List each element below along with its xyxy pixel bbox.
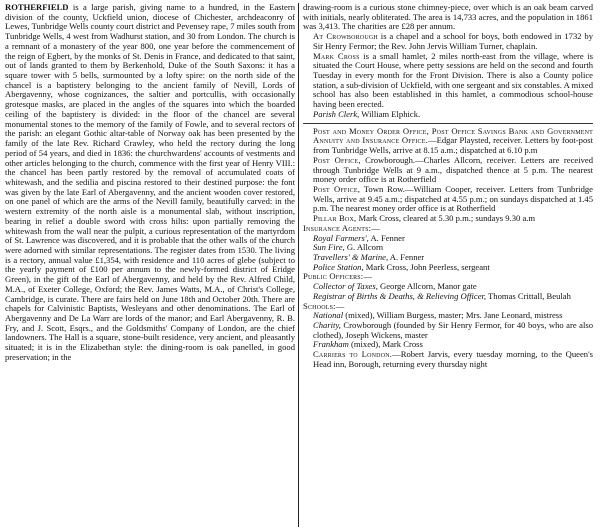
- column-divider: [298, 3, 299, 527]
- insurance-agent: A. Fenner: [368, 232, 405, 243]
- pillar-box-text: Mark Cross, cleared at 5.30 p.m.; sundays 9.30 a.m: [356, 213, 536, 224]
- left-column: [5, 3, 295, 363]
- crowborough-po-lead: Post Office,: [313, 154, 361, 165]
- carriers-text: —Robert Jarvis, every tuesday morning, to the Queen's Head inn, Borough, returning every thursday night: [313, 349, 593, 369]
- pillar-box-lead: Pillar Box,: [313, 213, 357, 224]
- insurance-name: Sun Fire,: [313, 242, 345, 253]
- registrar-entry: [303, 292, 593, 302]
- schools-heading: Schools:—: [303, 300, 345, 311]
- post-office-lead: Post and Money Order Office, Post Office Savings Bank and Government Annuity and Insurance Office.: [313, 125, 593, 146]
- town-row-lead: Post Office,: [313, 183, 361, 194]
- national-label: National: [313, 310, 344, 321]
- charity-text: Crowborough (founded by Sir Henry Fermor, for 40 boys, who are also clothed), Joseph Wickens, master: [313, 320, 593, 340]
- section-rule: [303, 123, 593, 124]
- town-row-post-office-entry: [303, 185, 593, 214]
- insurance-name: Travellers' & Marine,: [313, 251, 389, 262]
- crowborough-paragraph: [303, 32, 593, 51]
- carriers-entry: [303, 350, 593, 369]
- post-office-entry: [303, 127, 593, 156]
- insurance-agent: A. Fenner: [388, 251, 425, 262]
- post-office-text: —Edgar Playsted, receiver. Letters by foot-post from Tunbridge Wells, arrive at 8.15 a.m.; dispatched at 6.10 p.m: [313, 135, 593, 156]
- police-label: Police Station,: [313, 261, 364, 272]
- rotherfield-text: is a large parish, giving name to a hundred, in the Eastern division of the county, Uckfield union, diocese of Chichester, archdeaconry of Lewes, Tunbridge Wells county court district and Pevensey rape, 7 miles south from Tunbridge Wells, 4 west from Wadhurst station, and 30 from London. The church is a remnant of a monastery of the year 800, one year before the commencement of the reign of Egbert, by the monks of St. Denis in France, and dedicated to that saint, out of lands granted to them by Berkenhold, Duke of the South Saxons: it has a square tower with 5 bells, surmounted by a lofty spire: on the north side of the chancel is a baptistery belonging to the ancient family of Nevill, Lords of Abergavenny, whose cognizances, the saltier and portcullis, with occasionally grotesque masks, are placed in the angles of the squares into which the boarded ceiling of the baptistery is divided: in the floor of the chancel are several monumental stones to the memory of the family of Fowle, and to several rectors of the parish: an elegant Gothic altar-table of Norway oak has been presented by the family of the late Rev. Richard Crawley, who held the rectory during the long period of 54 years, and died in 1836: the churchwardens' accounts of vestments and other articles belonging to the church, commence with the first year of Henry VIII.: the chancel has been partly restored by the removal of accumulated coats of whitewash, and the sedilia and piscina restored to their destined purpose: the font was given by the late Earl of Abergavenny, and the ancient wooden cover restored, on one panel of which are the arms of the Nevill family, beautifully carved: in the western extremity of the north aisle is a monumental slab, without inscription, bearing in relief a double sword with cross hilts: upon partially removing the whitewash from the wall near the pulpit, a curious representation of the martyrdom of St. Lawrence was discovered, and it is probable that the other walls of the church were adorned with similar representations. The register dates from 1530. The living is a rectory, annual value £1,354, with residence and 110 acres of glebe (subject to the yearly payment of £100 per annum to the newly-formed district of Eridge Green), in the gift of the Earl of Abergavenny, and held by the Rev. Alfred Child, M.A., of Exeter College, Oxford; the Rev. James Watts, M.A., of Christ's College, Cambridge, is curate. There are fairs held on June 18th and October 20th. There are chapels for Calvinistic Baptists, Wesleyans and other denominations. The Earl of Abergavenny and De La Warr are lords of the manor; and Earl Abergavenny, R. B. Fry, and J. Scott, Esqrs., and the Goldsmiths' Company of London, are the chief landowners. The Hall is a square, stone-built residence, very ancient, and pleasantly situated; it is in the Elizabethan style: the dining-room is oak panelled, in good preservation; in the: [5, 2, 295, 362]
- collector-text: George Allcorn, Manor gate: [377, 281, 477, 292]
- crowborough-post-office-entry: [303, 156, 593, 185]
- frankham-label: Frankham: [313, 339, 349, 350]
- frankham-text: (mixed), Mark Cross: [348, 339, 423, 350]
- carriers-lead: Carriers to London.: [313, 349, 393, 360]
- collector-label: Collector of Taxes,: [313, 281, 378, 292]
- police-text: Mark Cross, John Peerless, sergeant: [363, 261, 490, 272]
- registrar-text: Thomas Crittall, Beulah: [486, 290, 571, 301]
- insurance-agent: G. Allcorn: [344, 242, 384, 253]
- parish-clerk-line: [303, 110, 593, 120]
- mark-cross-text: is a small hamlet, 2 miles north-east from the village, where is situated the Court House, where petty sessions are held on the second and fourth Tuesday in every month for the Front Division. There is also a County police station, a sub-division of Uckfield, with one sergeant and six constables. A mixed school has also been established in this hamlet, a commodious school-house having been erected.: [313, 50, 593, 110]
- registrar-label: Registrar of Births & Deaths, & Relieving Officer,: [313, 290, 487, 301]
- national-text: (mixed), William Burgess, master; Mrs. Jane Leonard, mistress: [343, 310, 563, 321]
- insurance-name: Royal Farmers',: [313, 232, 369, 243]
- lead-word-rotherfield: ROTHERFIELD: [5, 2, 69, 12]
- town-row-text: Town Row.—William Cooper, receiver. Letters from Tunbridge Wells, arrive at 9.45 a.m.; dispatched at 4.55 p.m.; on sundays dispatched at 1.45 p.m. The nearest money order office is at Rotherfield: [313, 183, 593, 214]
- public-officers-heading: Public Officers:—: [303, 271, 373, 282]
- mark-cross-paragraph: [303, 52, 593, 110]
- charity-school-entry: [303, 321, 593, 340]
- mark-cross-lead: Mark Cross: [313, 50, 360, 61]
- drawing-room-paragraph: drawing-room is a curious stone chimney-piece, over which is an oak beam carved with initials, nearly obliterated. The area is 14,733 acres, and the population in 1861 was 3,413. The charities are £28 per annum.: [303, 2, 593, 32]
- rotherfield-paragraph: [5, 3, 295, 363]
- crowborough-lead: At Crowborough: [313, 31, 378, 42]
- insurance-heading: Insurance Agents:—: [303, 222, 380, 233]
- crowborough-text: is a chapel and a school for boys, both endowed in 1732 by Sir Henry Fermor; the Rev. John Jervis William Turner, chaplain.: [313, 31, 593, 51]
- parish-clerk-label: Parish Clerk,: [313, 108, 360, 119]
- parish-clerk-name: William Elphick.: [359, 108, 421, 119]
- charity-label: Charity,: [313, 320, 341, 330]
- right-column: [303, 3, 593, 370]
- crowborough-po-text: Crowborough.—Charles Allcorn, receiver. Letters are received through Tunbridge Wells at 9 a.m., dispatched thence at 5 p.m. The nearest money order office is at Rotherfield: [313, 154, 593, 185]
